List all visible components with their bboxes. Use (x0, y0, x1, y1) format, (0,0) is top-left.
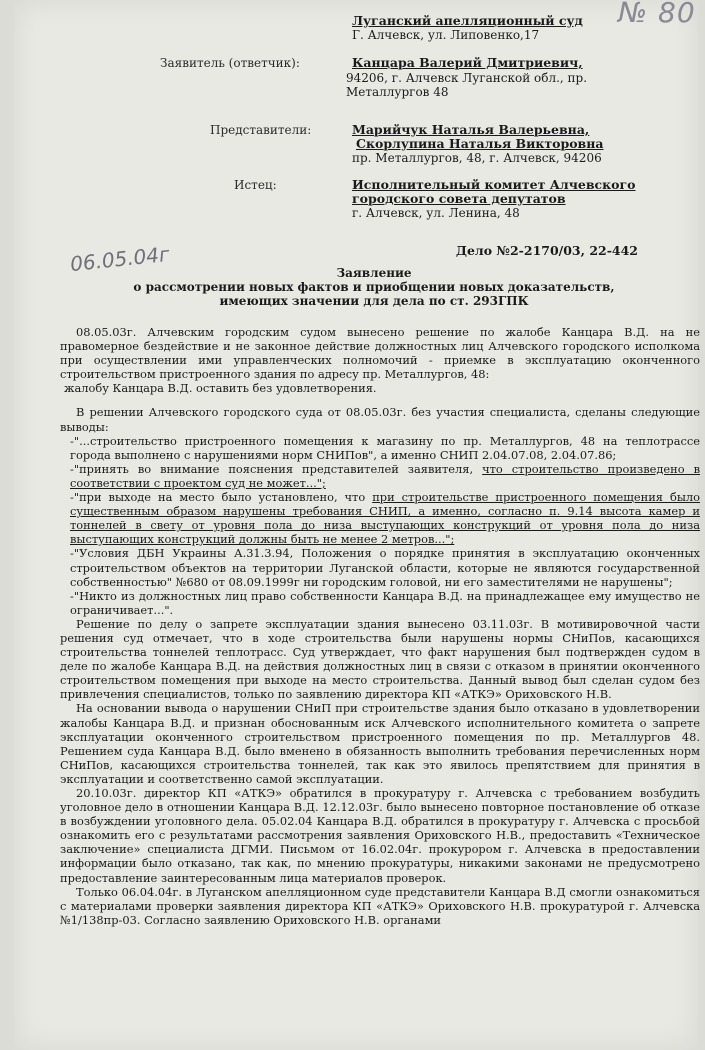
quote-3 (60, 490, 700, 546)
applicant-address-2: Металлургов 48 (346, 85, 449, 99)
court-address: Г. Алчевск, ул. Липовенко,17 (352, 28, 540, 42)
representatives-address: пр. Металлургов, 48, г. Алчевск, 94206 (352, 151, 602, 165)
representatives-label: Представители: (210, 123, 312, 137)
representative-1: Марийчук Наталья Валерьевна, (352, 122, 590, 137)
paragraph-5: 20.10.03г. директор КП «АТКЭ» обратился в прокуратуру г. Алчевска с требованием возбудить уголовное дело в отношении Канцара В.Д. 12.12.03г. было вынесено повторное постановление об отказе в возбуждении уголовного дела. 05.02.04 Канцара В.Д. обратился в прокуратуру г. Алчевска с просьбой ознакомить его с результатами рассмотрения заявления Ориховского Н.В., предоставить «Техническое заключение» специалиста ДГМИ. Письмом от 16.02.04г. прокурором г. Алчевска в предоставлении информации было отказано, так как, по мнению прокуратуры, никакими законами не предусмотрено предоставление заинтересованным лица материалов проверок. (60, 786, 700, 885)
applicant-label: Заявитель (ответчик): (160, 56, 300, 70)
quote-2 (60, 462, 700, 490)
quote-2-underlined: что строительство произведено в соответствии с проектом суд не может..."; (70, 461, 700, 490)
handwritten-number: № 80 (618, 0, 696, 29)
title-line-3: имеющих значении для дела по ст. 293ГПК (219, 294, 529, 308)
paragraph-1: 08.05.03г. Алчевским городским судом вынесено решение по жалобе Канцара В.Д. на не правомерное бездействие и не законное действие должностных лиц Алчевского городского исполкома при осуществлении ими управленческих полномочий - приемке в эксплуатацию оконченного строительством пристроенного здания по адресу пр. Металлургов, 48: (60, 325, 700, 382)
document-title (74, 266, 674, 308)
plaintiff-address: г. Алчевск, ул. Ленина, 48 (352, 206, 520, 220)
case-number: Дело №2-2170/03, 22-442 (455, 243, 638, 258)
paragraph-3: Решение по делу о запрете эксплуатации здания вынесено 03.11.03г. В мотивировочной части решения суд отмечает, что в ходе строительства были нарушены нормы СНиПов, касающихся строительства тоннелей теплотрасс. Суд утверждает, что факт нарушения был подтвержден судом в деле по жалобе Канцара В.Д. на действия должностных лиц в связи с отказом в принятии оконченного строительством помещения при выходе на место строительства. Данный вывод был сделан судом без привлечения специалистов, только по заявлению директора КП «АТКЭ» Ориховского Н.В. (60, 616, 700, 702)
title-line-1: Заявление (336, 266, 412, 280)
document-page (14, 0, 698, 1050)
representative-2: Скорлупина Наталья Викторовна (356, 136, 604, 151)
document-body (60, 325, 700, 927)
quote-3-start: -"при выходе на место было установлено, что (70, 490, 373, 505)
plaintiff-name-1: Исполнительный комитет Алчевского (352, 177, 636, 192)
paragraph-1-conclusion: жалобу Канцара В.Д. оставить без удовлетворения. (64, 381, 377, 396)
quote-2-start: -"принять во внимание пояснения представителей заявителя, (70, 461, 483, 476)
plaintiff-label: Истец: (234, 178, 277, 192)
paragraph-2: В решении Алчевского городского суда от 08.05.03г. без участия специалиста, сделаны следующие выводы: (60, 405, 700, 434)
paragraph-4: На основании вывода о нарушении СНиП при строительстве здания было отказано в удовлетворении жалобы Канцара В.Д. и признан обоснованным иск Алчевского исполнительного комитета о запрете эксплуатации оконченного строительством пристроенного помещения по пр. Металлургов 48. Решением суда Канцара В.Д. было вменено в обязанность выполнить требования перечисленных норм СНиПов, касающихся строительства тоннелей, так как это явилось препятствием для принятия в эксплуатации и соответственно самой эксплуатации. (60, 701, 700, 786)
applicant-address-1: 94206, г. Алчевск Луганской обл., пр. (346, 71, 588, 85)
applicant-name: Канцара Валерий Дмитриевич, (352, 55, 583, 70)
paragraph-6: Только 06.04.04г. в Луганском апелляционном суде представители Канцара В.Д смогли ознакомиться с материалами проверки заявления директора КП «АТКЭ» Ориховского Н.В. прокуратурой г. Алчевска №1/138пр-03. Согласно заявлению Ориховского Н.В. органами (60, 884, 700, 927)
quote-1: -"...строительство пристроенного помещения к магазину по пр. Металлургов, 48 на теплотрассе города выполнено с нарушениями норм СНИПов", а именно СНИП 2.04.07.08, 2.04.07.86; (70, 433, 700, 462)
quote-4: -"Условия ДБН Украины А.31.3.94, Положения о порядке принятия в эксплуатацию оконченных строительством объектов на территории Луганской области, которые не являются государственной собственностью" №680 от 08.09.1999г ни городским головой, ни его заместителями не нарушены"; (70, 546, 700, 589)
court-name: Луганский апелляционный суд (352, 13, 583, 28)
title-line-2: о рассмотрении новых фактов и приобщении новых доказательств, (133, 280, 615, 294)
quote-5: -"Никто из должностных лиц право собственности Канцара В.Д. на принадлежащее ему имущество не ограничивает...". (70, 588, 700, 617)
handwritten-date: 06.05.04г (69, 241, 171, 277)
plaintiff-name-2: городского совета депутатов (352, 191, 566, 206)
quote-3-underlined: при строительстве пристроенного помещения было существенным образом нарушены требования СНИП, а именно, согласно п. 9.14 высота камер и тоннелей в свету от уровня пола до низа выступающих конструкций от уровня пола до низа выступающих конструкций должны быть не менее 2 метров..."; (70, 490, 700, 547)
